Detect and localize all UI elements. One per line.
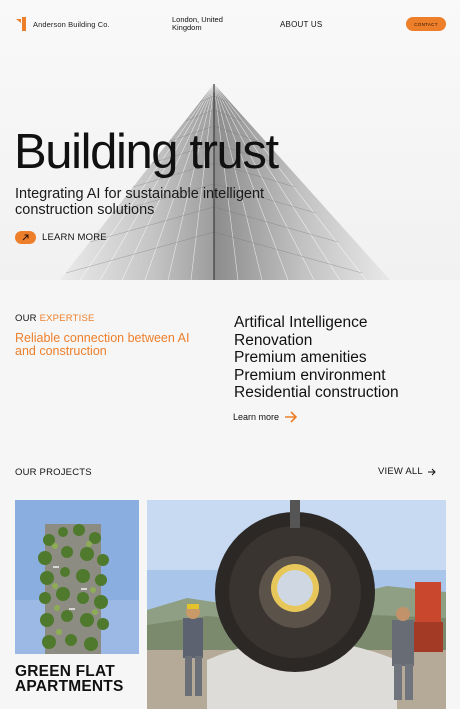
- learn-more-label: LEARN MORE: [42, 232, 107, 243]
- top-nav: [0, 0, 460, 46]
- hero-title: Building trust: [14, 125, 278, 179]
- tunnel-machine-image: [147, 500, 446, 709]
- expertise-item: Renovation: [234, 331, 313, 349]
- nav-location: London, United Kingdom: [172, 15, 223, 32]
- hero-subtitle: Integrating AI for sustainable intelligent construction solutions: [15, 186, 265, 218]
- expertise-label: OUR EXPERTISE: [15, 313, 95, 324]
- expertise-learn-more-link[interactable]: [233, 411, 298, 423]
- projects-label: OUR PROJECTS: [15, 467, 92, 478]
- green-tower-image: [15, 500, 139, 654]
- expertise-item: Premium amenities: [234, 349, 367, 366]
- expertise-item: Residential construction: [234, 384, 399, 401]
- arrow-right-icon: [427, 468, 436, 476]
- logo-mark-icon: [15, 16, 29, 32]
- brand-logo[interactable]: [15, 16, 110, 32]
- contact-button[interactable]: CONTACT: [406, 17, 446, 31]
- about-us-link[interactable]: ABOUT US: [280, 20, 323, 29]
- arrow-up-right-icon: [15, 231, 36, 244]
- learn-more-button[interactable]: [15, 231, 107, 244]
- project-card-image[interactable]: [147, 500, 446, 709]
- expertise-item: Artifical Intelligence: [234, 314, 368, 331]
- expertise-list: [234, 314, 399, 402]
- expertise-item: Premium environment: [234, 366, 386, 384]
- arrow-right-icon: [284, 411, 298, 423]
- learn-more-text: Learn more: [233, 412, 280, 422]
- view-all-text: VIEW ALL: [378, 466, 423, 477]
- hero-section: [0, 0, 460, 280]
- brand-name: Anderson Building Co.: [33, 19, 110, 29]
- project-card-image[interactable]: [15, 500, 139, 654]
- expertise-tagline: Reliable connection between AI and construction: [15, 331, 190, 358]
- view-all-link[interactable]: [378, 466, 436, 477]
- project-title[interactable]: GREEN FLAT APARTMENTS: [15, 663, 124, 695]
